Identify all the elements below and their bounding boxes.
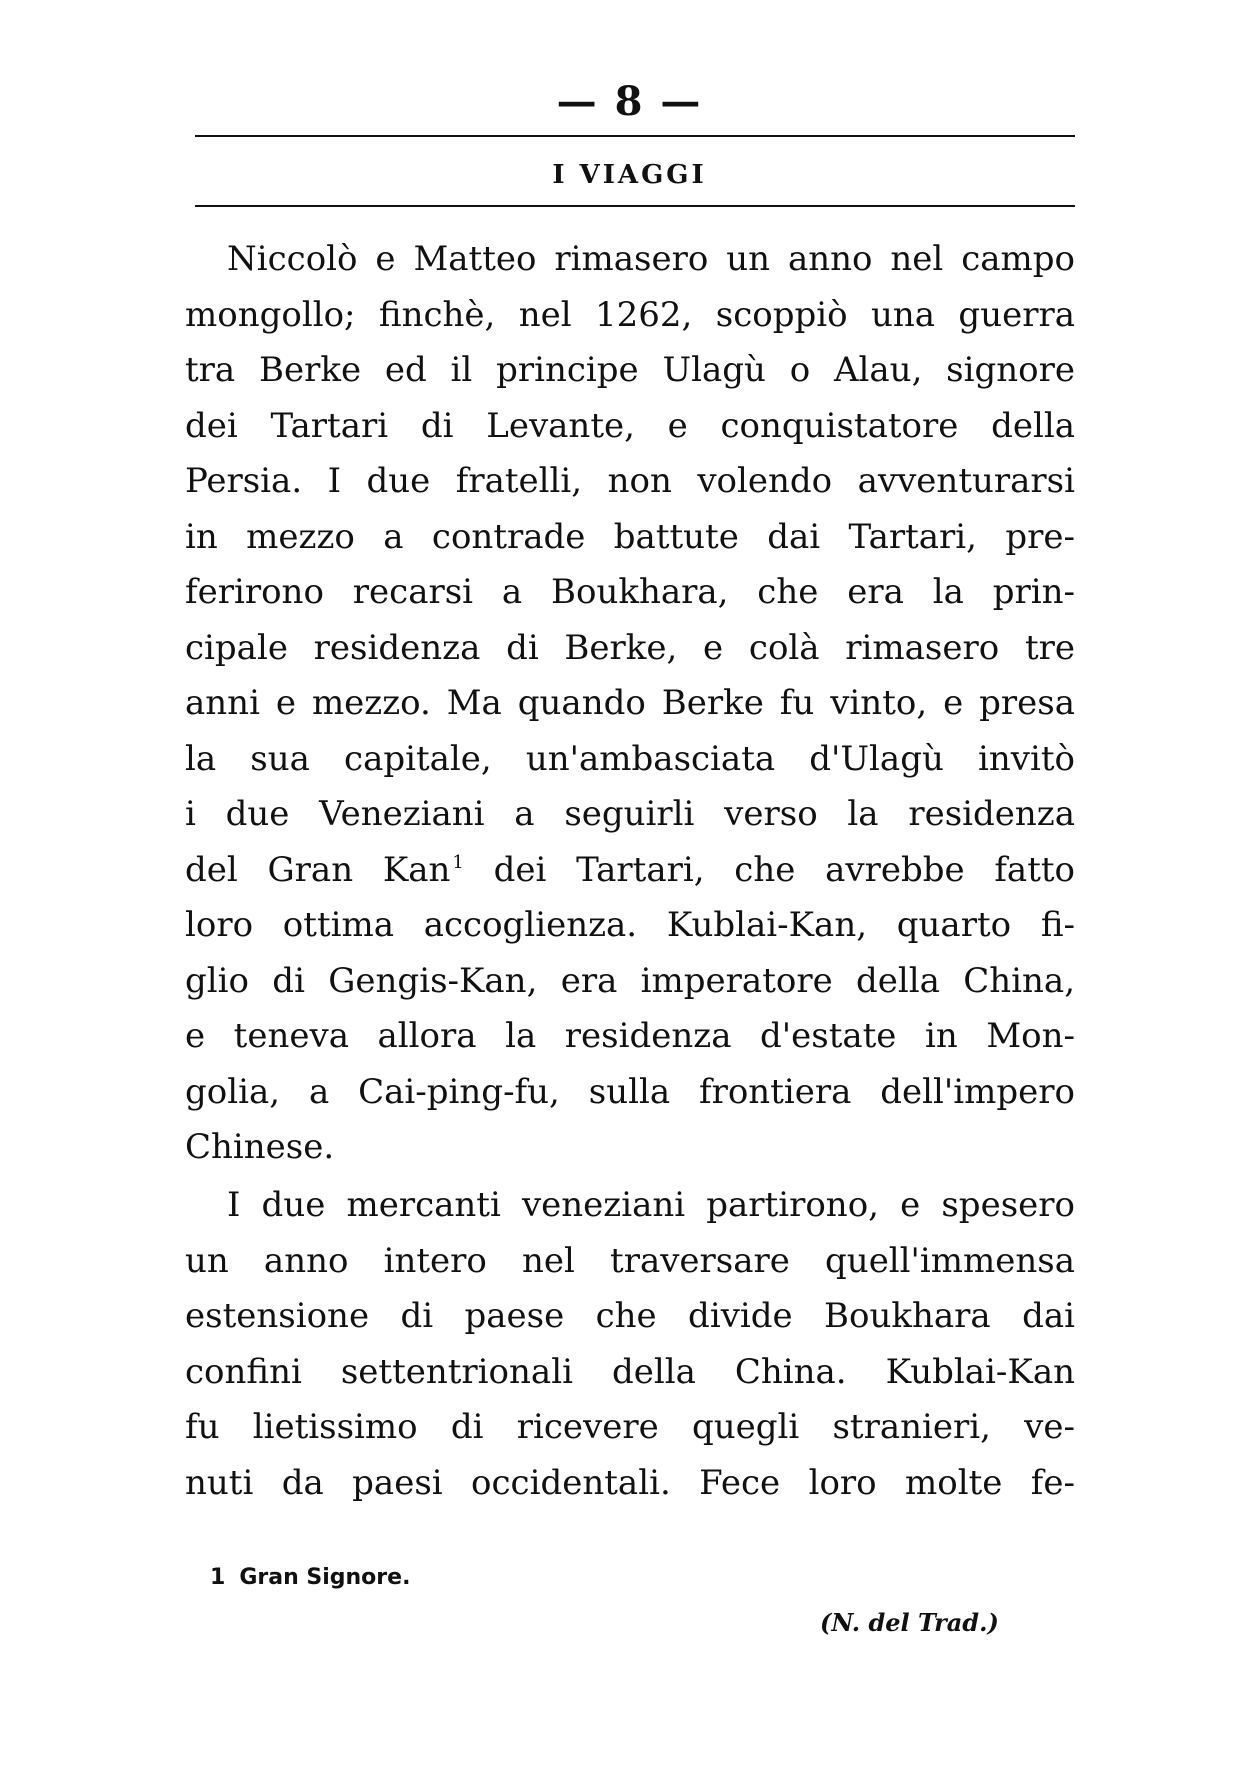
text-line: la sua capitale, un'ambasciata d'Ulagù invitò: [185, 738, 1075, 779]
footnote-reference: 1: [452, 852, 464, 874]
text-line: dei Tartari di Levante, e conquistatore della: [185, 405, 1075, 446]
text-line: nuti da paesi occidentali. Fece loro molte fe-: [185, 1462, 1075, 1503]
text-line: anni e mezzo. Ma quando Berke fu vinto, e presa: [185, 683, 1075, 723]
footnote: [210, 1565, 410, 1590]
text-line: confini settentrionali della China. Kublai-Kan: [185, 1351, 1075, 1392]
header-top-rule: [195, 135, 1075, 137]
text-line: Persia. I due fratelli, non volendo avventurarsi: [185, 461, 1075, 501]
text-line: e teneva allora la residenza d'estate in Mon-: [185, 1016, 1075, 1056]
text-line: Chinese.: [185, 1127, 335, 1167]
text-line: loro ottima accoglienza. Kublai-Kan, quarto fi-: [185, 905, 1075, 945]
text-line: i due Veneziani a seguirli verso la residenza: [185, 794, 1075, 834]
text-line: I due mercanti veneziani partirono, e spesero: [227, 1185, 1075, 1225]
text-line: Niccolò e Matteo rimasero un anno nel campo: [227, 239, 1075, 279]
text-line: estensione di paese che divide Boukhara dai: [185, 1296, 1075, 1336]
paragraph-2: [185, 1178, 1075, 1511]
text-line: un anno intero nel traversare quell'immensa: [185, 1240, 1075, 1281]
text-line: in mezzo a contrade battute dai Tartari, pre-: [185, 516, 1075, 557]
text-line: mongollo; finchè, nel 1262, scoppiò una guerra: [185, 294, 1075, 335]
footnote-text: Gran Signore.: [239, 1565, 411, 1590]
text-line: fu lietissimo di ricevere quegli stranieri, ve-: [185, 1407, 1075, 1447]
running-title: I VIAGGI: [552, 160, 707, 190]
footnote-mark: 1: [210, 1565, 226, 1590]
text-line: tra Berke ed il principe Ulagù o Alau, signore: [185, 350, 1075, 390]
text-line-with-footnote: [185, 843, 1075, 899]
text-segment: del Gran Kan: [185, 849, 451, 890]
text-line: glio di Gengis-Kan, era imperatore della China,: [185, 960, 1075, 1001]
text-line: golia, a Cai-ping-fu, sulla frontiera dell'impero: [185, 1071, 1075, 1112]
page-number: — 8 —: [556, 78, 703, 125]
text-segment: dei Tartari, che avrebbe fatto: [463, 849, 1075, 890]
text-line: ferirono recarsi a Boukhara, che era la prin-: [185, 572, 1075, 612]
header-bottom-rule: [195, 205, 1075, 207]
footnote-source: (N. del Trad.): [820, 1608, 999, 1637]
paragraph-1: [185, 232, 1075, 1176]
text-line: cipale residenza di Berke, e colà rimasero tre: [185, 627, 1075, 668]
